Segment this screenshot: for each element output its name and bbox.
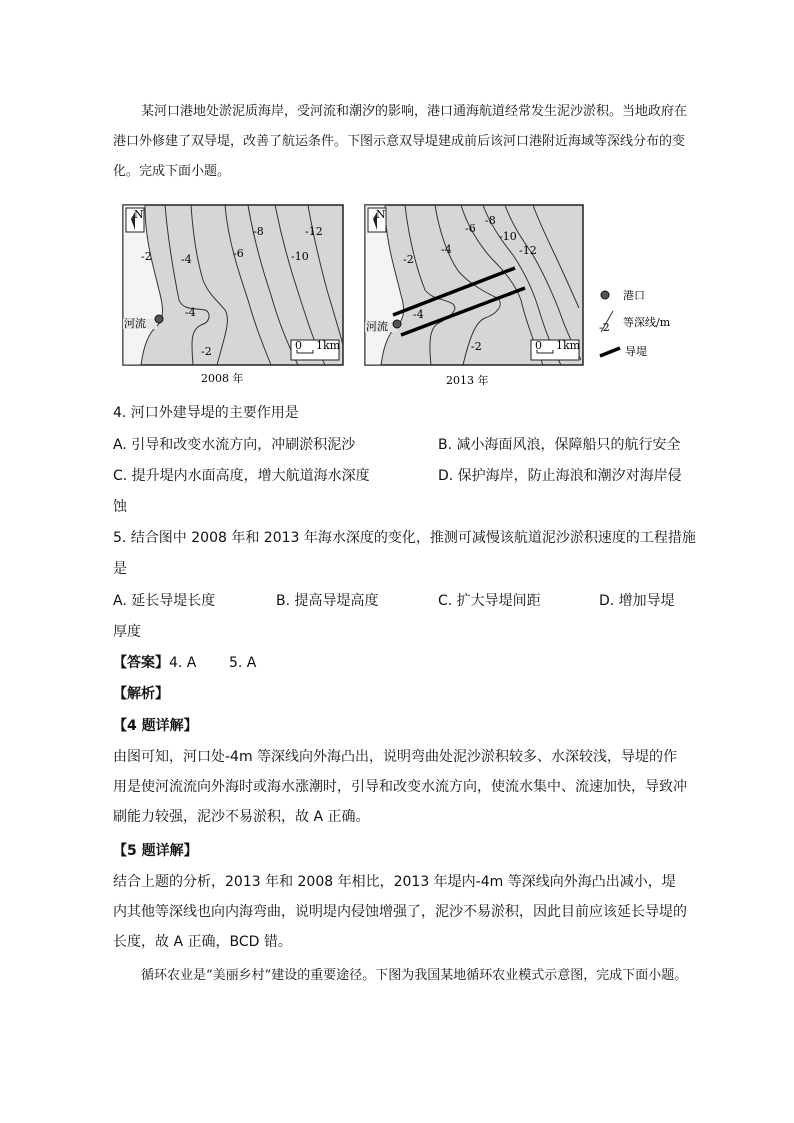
depth-label: -8: [253, 225, 264, 238]
legend-jetty-icon: [600, 348, 620, 356]
q4-option-d: D. 保护海岸，防止海浪和潮汐对海岸侵: [438, 468, 682, 484]
depth-label: -12: [519, 244, 537, 257]
legend-jetty-label: 导堤: [625, 345, 647, 358]
river-label-2008: 河流: [124, 317, 146, 330]
depth-label: -10: [291, 250, 309, 263]
q4-options-row-3: [113, 492, 688, 522]
intro-paragraph: 某河口港地处淤泥质海岸，受河流和潮汐的影响，港口通海航道经常发生泥沙淤积。当地政府在港口外修建了双导堤，改善了航运条件。下图示意双导堤建成前后该河口港附近海域等深线分布的变化。完成下面小题。: [113, 104, 688, 179]
q4-option-d-cont: 蚀: [113, 499, 127, 515]
q5-option-a: A. 延长导堤长度: [113, 593, 216, 609]
answer-5: 5. A: [229, 655, 257, 671]
q5-options-row-2: [113, 617, 688, 647]
legend-port-icon: [601, 291, 609, 299]
depth-label: -4: [185, 306, 196, 319]
depth-label: -4: [181, 253, 192, 266]
scale-label-2008: 1km: [316, 339, 341, 352]
analysis-label: 【解析】: [113, 686, 169, 702]
q5-option-b: B. 提高导堤高度: [276, 593, 379, 609]
detail-5-label-row: [113, 836, 688, 866]
legend-port-label: 港口: [623, 289, 645, 302]
legend-isobath-value: -2: [599, 321, 610, 334]
answer-row: [113, 648, 688, 678]
q5-stem-row: [113, 523, 696, 553]
scale-label-2013: 1km: [556, 339, 581, 352]
depth-label: -2: [471, 340, 482, 353]
depth-label: -4: [441, 243, 452, 256]
q5-stem-cont: 是: [113, 561, 127, 577]
depth-label: -12: [305, 225, 323, 238]
analysis-row: [113, 679, 688, 709]
scale-zero-2013: 0: [535, 339, 542, 352]
depth-label: -6: [233, 247, 244, 260]
q4-stem: 4. 河口外建导堤的主要作用是: [113, 405, 299, 421]
river-label-2013: 河流: [366, 320, 388, 333]
north-label-2013: N: [376, 208, 386, 221]
q5-option-d: D. 增加导堤: [599, 593, 675, 609]
answer-label: 【答案】: [113, 655, 169, 671]
q4-option-a: A. 引导和改变水流方向，冲刷淤积泥沙: [113, 437, 356, 453]
caption-2013: 2013 年: [446, 374, 489, 387]
depth-label: -4: [413, 308, 424, 321]
detail-4-label: 【4 题详解】: [113, 718, 198, 734]
isobath-maps: [113, 200, 693, 390]
scale-zero-2008: 0: [295, 339, 302, 352]
depth-label: -10: [499, 230, 517, 243]
north-label-2008: N: [134, 208, 144, 221]
depth-label: -2: [201, 345, 212, 358]
detail-5-label: 【5 题详解】: [113, 843, 198, 859]
detail-5-text: 结合上题的分析，2013 年和 2008 年相比，2013 年堤内-4m 等深线向外海凸出减小，堤内其他等深线也向内海弯曲，说明堤内侵蚀增强了，泥沙不易淤积，因此目前应该延长导堤的长度，故 A 正确，BCD 错。: [113, 874, 687, 950]
caption-2008: 2008 年: [201, 372, 244, 385]
detail-4-label-row: [113, 711, 688, 741]
answer-4: 4. A: [169, 655, 197, 671]
depth-label: -6: [465, 222, 476, 235]
q4-option-c: C. 提升堤内水面高度，增大航道海水深度: [113, 468, 370, 484]
depth-label: -2: [403, 253, 414, 266]
q5-options-row: [113, 586, 688, 616]
q5-option-c: C. 扩大导堤间距: [438, 593, 541, 609]
depth-label: -2: [141, 250, 152, 263]
q4-option-b: B. 减小海面风浪，保障船只的航行安全: [438, 437, 681, 453]
detail-4-text: 由图可知，河口处-4m 等深线向外海凸出，说明弯曲处泥沙淤积较多、水深较浅，导堤的作用是使河流流向外海时或海水涨潮时，引导和改变水流方向，使流水集中、流速加快，导致冲刷能力较强，泥沙不易淤积，故 A 正确。: [113, 749, 687, 825]
q4-options-row-1: [113, 430, 688, 460]
q4-options-row-2: [113, 461, 688, 491]
depth-label: -8: [485, 214, 496, 227]
q5-stem-row-2: [113, 554, 688, 584]
legend-isobath-label: 等深线/m: [623, 316, 671, 329]
q4-stem-row: [113, 398, 688, 428]
q5-option-d-cont: 厚度: [113, 624, 141, 640]
q5-stem: 5. 结合图中 2008 年和 2013 年海水深度的变化，推测可减慢该航道泥沙淤积速度的工程措施: [113, 530, 696, 546]
next-intro-paragraph: 循环农业是“美丽乡村”建设的重要途径。下图为我国某地循环农业模式示意图，完成下面小题。: [141, 968, 688, 983]
isobath-figure: [113, 200, 693, 390]
